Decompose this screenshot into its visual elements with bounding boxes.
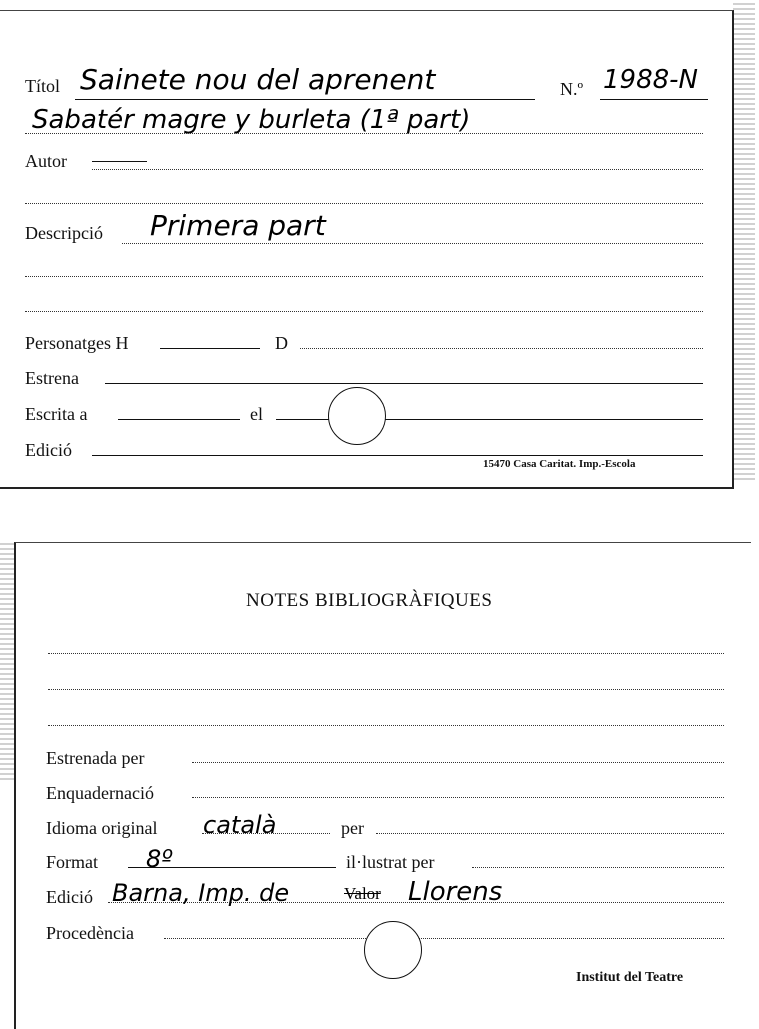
numero-label: N.º (560, 79, 584, 99)
idioma-per-label: per (341, 818, 364, 838)
enquadernacio-line (192, 797, 724, 798)
descripcio-line (122, 243, 703, 244)
el-label: el (250, 404, 263, 424)
notes-line-1 (48, 653, 724, 654)
personatges-h-line (160, 348, 260, 349)
edicio-handwritten-a: Barna, Imp. de (112, 879, 290, 907)
estrenada-label: Estrenada per (46, 748, 145, 768)
personatges-label: Personatges H (25, 333, 129, 353)
edicio-handwritten-b: Llorens (408, 877, 503, 907)
numero-line (600, 99, 708, 100)
notes-line-2 (48, 689, 724, 690)
autor-line2 (25, 203, 703, 204)
autor-label: Autor (25, 151, 67, 171)
format-handwritten: 8º (146, 845, 173, 873)
illustrat-label: il·lustrat per (346, 852, 435, 872)
descripcio-label: Descripció (25, 223, 103, 243)
procedencia-label: Procedència (46, 923, 134, 943)
edicio-back-label: Edició (46, 887, 93, 907)
scan-edge-left (0, 540, 14, 780)
titol-handwritten-line2: Sabatér magre y burleta (1ª part) (32, 105, 471, 135)
numero-handwritten: 1988-N (603, 65, 698, 95)
personatges-d-label: D (275, 333, 288, 353)
notes-heading: NOTES BIBLIOGRÀFIQUES (246, 590, 493, 611)
autor-line (92, 169, 703, 170)
estrenada-line (192, 762, 724, 763)
notes-line-3 (48, 725, 724, 726)
personatges-d-line (300, 348, 703, 349)
escrita-label: Escrita a (25, 404, 88, 424)
enquadernacio-label: Enquadernació (46, 783, 154, 803)
imprint-text: 15470 Casa Caritat. Imp.-Escola (483, 458, 636, 470)
descripcio-handwritten: Primera part (150, 209, 326, 242)
edicio-label: Edició (25, 440, 72, 460)
illustrat-line (472, 867, 724, 868)
estrena-label: Estrena (25, 368, 79, 388)
format-line (128, 867, 336, 868)
punch-hole (328, 387, 386, 445)
escrita-line (118, 419, 240, 420)
idioma-line (202, 833, 330, 834)
punch-hole-back (364, 921, 422, 979)
idioma-per-line (376, 833, 724, 834)
edicio-handwritten-struck: Valor (344, 884, 381, 903)
titol-label: Títol (25, 76, 60, 96)
institution-text: Institut del Teatre (576, 970, 684, 985)
descripcio-line3 (25, 311, 703, 312)
idioma-handwritten: català (203, 811, 277, 839)
idioma-label: Idioma original (46, 818, 158, 838)
autor-dash (92, 161, 147, 162)
procedencia-line (164, 938, 724, 939)
estrena-line (105, 383, 703, 384)
catalog-card-front (0, 10, 734, 489)
titol-handwritten: Sainete nou del aprenent (80, 63, 436, 96)
titol-line2 (25, 133, 703, 134)
scan-edge-right (733, 0, 755, 480)
format-label: Format (46, 852, 98, 872)
edicio-line (92, 455, 703, 456)
titol-line (75, 99, 535, 100)
edicio-back-line (108, 902, 724, 903)
catalog-card-back (14, 542, 751, 1029)
descripcio-line2 (25, 276, 703, 277)
